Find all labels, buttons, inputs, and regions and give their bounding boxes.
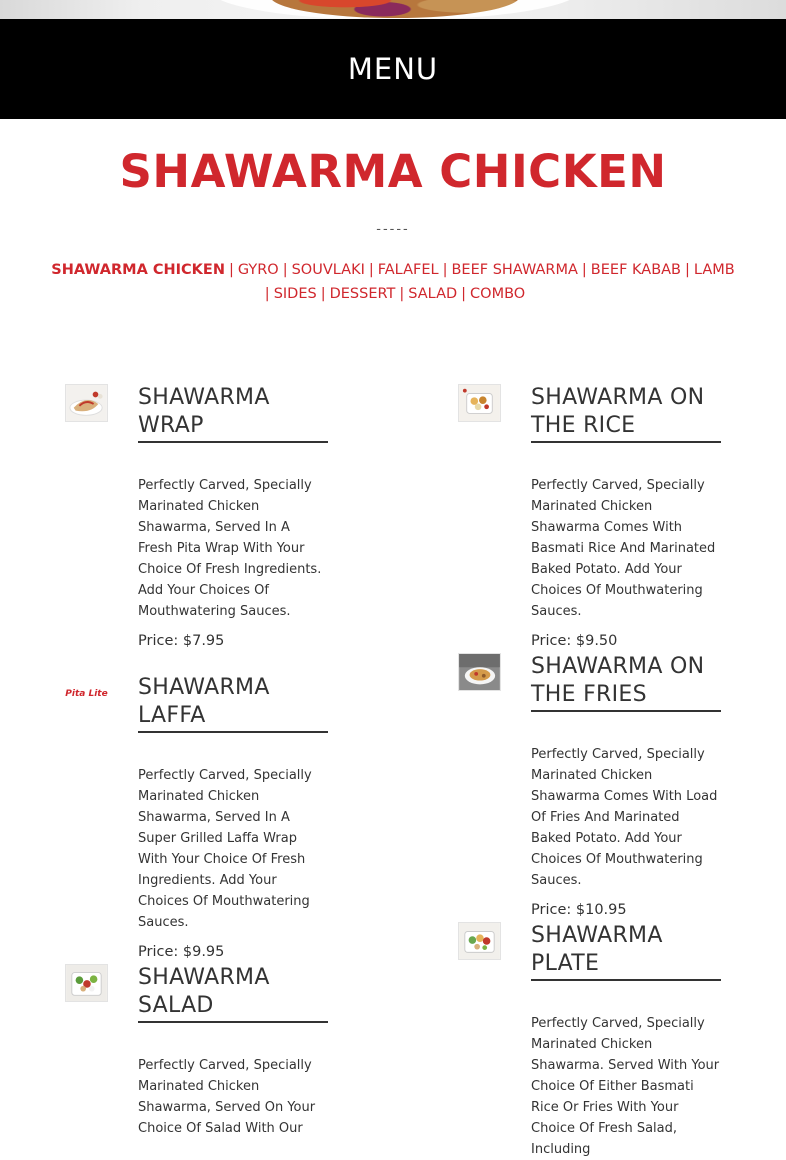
wrap-photo-thumbnail[interactable] <box>65 384 108 422</box>
nav-separator: | <box>442 262 448 278</box>
item-name: SHAWARMA SALAD <box>138 964 328 1023</box>
item-description: Perfectly Carved, Specially Marinated Chicken Shawarma Comes With Basmati Rice And Marinated Baked Potato. Add Your Choices Of Mouthwatering Sauces. <box>531 478 716 619</box>
category-link-lamb[interactable]: LAMB <box>693 262 735 278</box>
category-link-sides[interactable]: SIDES <box>273 286 317 302</box>
category-link-souvlaki[interactable]: SOUVLAKI <box>291 262 365 278</box>
item-description: Perfectly Carved, Specially Marinated Chicken Shawarma, Served On Your Choice Of Salad With Our <box>138 1058 316 1136</box>
nav-separator: | <box>685 262 690 278</box>
category-link-beef-shawarma[interactable]: BEEF SHAWARMA <box>451 262 578 278</box>
category-link-gyro[interactable]: GYRO <box>237 262 279 278</box>
page-title: SHAWARMA CHICKEN <box>119 145 667 198</box>
item-name: SHAWARMA ON THE FRIES <box>531 653 721 712</box>
item-name: SHAWARMA ON THE RICE <box>531 384 721 443</box>
nav-separator: | <box>368 262 374 278</box>
item-name: SHAWARMA LAFFA <box>138 674 328 733</box>
plate-photo-thumbnail[interactable] <box>458 922 501 960</box>
item-name: SHAWARMA WRAP <box>138 384 328 443</box>
pita-lite-logo-text: Pita Lite <box>65 689 108 699</box>
item-description: Perfectly Carved, Specially Marinated Chicken Shawarma, Served In A Fresh Pita Wrap With Your Choice Of Fresh Ingredients. Add Your Choices Of Mouthwatering Sauces. <box>138 478 322 619</box>
category-link-beef-kabab[interactable]: BEEF KABAB <box>590 262 682 278</box>
nav-separator: | <box>264 286 270 302</box>
item-description: Perfectly Carved, Specially Marinated Chicken Shawarma Comes With Load Of Fries And Marinated Baked Potato. Add Your Choices Of Mouthwatering Sauces. <box>531 747 718 888</box>
fries-photo-thumbnail[interactable] <box>458 653 501 691</box>
menu-heading: MENU <box>347 52 439 86</box>
nav-separator: | <box>461 286 467 302</box>
salad-photo-thumbnail[interactable] <box>65 964 108 1002</box>
item-price: Price: $9.50 <box>531 633 618 649</box>
menu-header-bar <box>0 19 786 119</box>
nav-separator: | <box>228 262 234 278</box>
category-link-dessert[interactable]: DESSERT <box>329 286 396 302</box>
category-link-combo[interactable]: COMBO <box>470 286 526 302</box>
title-divider: ----- <box>376 222 410 237</box>
hero-banner-image <box>0 0 786 19</box>
nav-separator: | <box>399 286 405 302</box>
item-name: SHAWARMA PLATE <box>531 922 721 981</box>
item-price: Price: $9.95 <box>138 944 225 960</box>
item-price: Price: $7.95 <box>138 633 225 649</box>
nav-separator: | <box>581 262 587 278</box>
rice-photo-thumbnail[interactable] <box>458 384 501 422</box>
item-description: Perfectly Carved, Specially Marinated Chicken Shawarma, Served In A Super Grilled Laffa Wrap With Your Choice Of Fresh Ingredients. Add Your Choices Of Mouthwatering Sauces. <box>138 768 312 930</box>
category-link-shawarma-chicken[interactable]: SHAWARMA CHICKEN <box>51 262 225 278</box>
category-nav <box>40 258 746 306</box>
item-price: Price: $10.95 <box>531 902 627 918</box>
category-link-falafel[interactable]: FALAFEL <box>377 262 439 278</box>
category-link-salad[interactable]: SALAD <box>408 286 458 302</box>
nav-separator: | <box>320 286 326 302</box>
item-description: Perfectly Carved, Specially Marinated Chicken Shawarma. Served With Your Choice Of Either Basmati Rice Or Fries With Your Choice Of Fresh Salad, Including <box>531 1016 720 1157</box>
logo-thumbnail[interactable] <box>65 674 108 712</box>
nav-separator: | <box>282 262 288 278</box>
